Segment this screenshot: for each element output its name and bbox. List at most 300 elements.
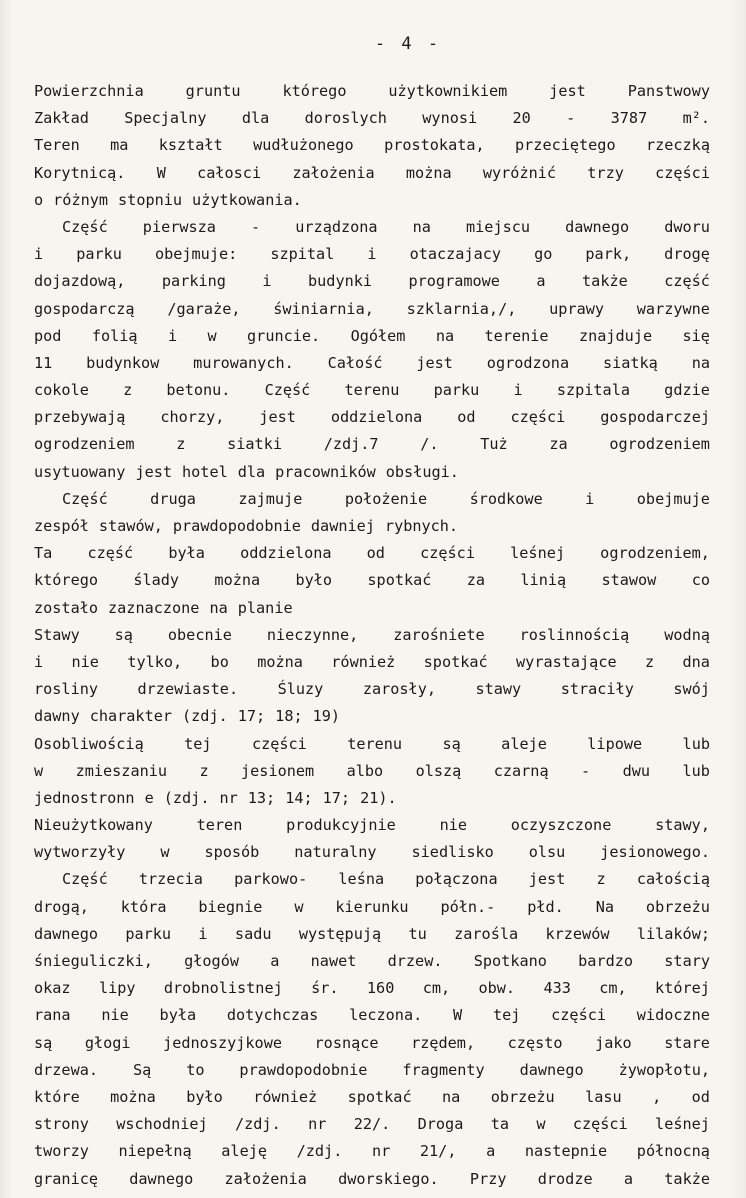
word: i	[367, 245, 377, 264]
word: wyróżnić	[482, 163, 557, 182]
word: była	[159, 1006, 197, 1025]
word: w	[34, 761, 44, 780]
word: terenie	[484, 326, 549, 345]
word: granicę	[34, 1169, 99, 1188]
word: które	[34, 1087, 80, 1106]
text-line	[34, 105, 710, 132]
text-line	[34, 78, 710, 105]
word: tu	[408, 924, 427, 943]
word: -	[566, 109, 576, 128]
word: wodną	[664, 625, 710, 644]
word: głogów	[184, 952, 239, 970]
word: 21).	[360, 788, 397, 807]
word: o	[34, 190, 44, 209]
word: dawniej	[310, 517, 375, 535]
word: 17;	[237, 707, 266, 726]
word: naturalny	[294, 843, 377, 862]
text-line	[34, 622, 710, 649]
word: którego	[34, 571, 99, 590]
word: dawnego	[129, 1169, 194, 1188]
word: fragmenty	[402, 1060, 485, 1079]
word: jako	[595, 1033, 632, 1052]
word: 17;	[322, 788, 351, 807]
word: dawny	[34, 707, 80, 726]
text-line	[34, 377, 710, 404]
word: pod	[34, 326, 62, 345]
word: gdzie	[664, 381, 710, 400]
word: 11	[34, 353, 53, 372]
word: cokole	[34, 381, 89, 400]
word: 14;	[285, 788, 313, 807]
word: ogrodzeniem	[609, 435, 710, 454]
word: a	[623, 1169, 634, 1188]
text-line	[34, 948, 710, 975]
word: nawet	[310, 952, 357, 970]
word: dworskiego.	[338, 1169, 439, 1188]
word: Część	[62, 217, 108, 236]
word: świniarnia,	[273, 299, 374, 318]
text-line	[34, 975, 710, 1002]
word: stawy	[475, 680, 522, 699]
word: charakter	[89, 707, 173, 726]
word: nie	[101, 1006, 129, 1025]
word: Całość	[327, 353, 383, 372]
word: stopniu	[118, 190, 183, 209]
word: również	[331, 652, 396, 671]
word: od	[457, 408, 476, 427]
word: znajduje	[578, 326, 653, 345]
word: /garaże,	[167, 299, 241, 318]
word: leśnej	[510, 544, 566, 563]
word: części	[510, 408, 566, 427]
word: pracowników	[275, 462, 376, 481]
word: Osobliwością	[34, 734, 144, 753]
word: rzędem,	[411, 1033, 476, 1052]
word: i	[262, 272, 272, 291]
text-line	[34, 1057, 710, 1084]
word: Korytnicą.	[34, 163, 126, 182]
text-line	[34, 703, 710, 730]
word: i	[34, 652, 44, 671]
word: Część	[62, 870, 108, 889]
word: leczona.	[349, 1006, 423, 1025]
word: Na	[595, 897, 615, 916]
word: obrzeżu	[645, 897, 710, 916]
word: lipowe	[587, 734, 643, 753]
word: jesionem	[241, 761, 315, 780]
word: z	[644, 652, 655, 671]
word: parku	[125, 924, 172, 943]
word: prawdopodobnie	[239, 1060, 368, 1079]
word: dla	[237, 462, 266, 481]
word: część	[87, 544, 134, 563]
word: czarną	[493, 761, 549, 780]
word: w	[536, 1115, 546, 1134]
word: widoczne	[636, 1006, 710, 1025]
word: stary	[664, 952, 710, 970]
word: Stawy	[34, 625, 80, 644]
word: leśnej	[655, 1115, 710, 1134]
word: aleje	[501, 734, 547, 753]
text-line	[34, 187, 710, 214]
word: i	[167, 326, 178, 345]
word: siatki	[227, 435, 282, 454]
text-line	[34, 459, 710, 486]
word: od	[691, 1087, 710, 1106]
word: Ogółem	[350, 326, 406, 345]
word: występują	[298, 924, 382, 943]
word: jest	[528, 870, 566, 889]
word: szpitala	[556, 381, 630, 400]
word: półn.-	[440, 897, 496, 916]
word: są	[34, 1033, 53, 1052]
word: z	[123, 381, 133, 400]
word: linią	[520, 571, 567, 590]
word: produkcyjnie	[286, 816, 396, 835]
word: jednostronn	[34, 788, 135, 807]
word: gospodarczą	[34, 299, 135, 318]
word: olszą	[415, 761, 462, 780]
word: tworzy	[34, 1142, 89, 1161]
word: Część	[62, 489, 108, 508]
word: w	[294, 897, 304, 916]
word: park,	[585, 245, 632, 264]
word: parkowo-	[234, 870, 308, 889]
word: obw.	[478, 979, 516, 998]
word: oczyszczone	[510, 816, 612, 835]
text-line	[34, 921, 710, 948]
word: można	[405, 163, 452, 182]
word: położenie	[344, 489, 428, 508]
word: części	[420, 544, 475, 563]
word: i	[34, 245, 44, 264]
word: wudłużonego	[253, 136, 354, 155]
word: jesionowego.	[600, 843, 710, 862]
word: Droga	[417, 1115, 464, 1134]
word: drzewa.	[34, 1060, 99, 1079]
word: z	[199, 761, 209, 780]
word: ogrodzeniem	[34, 435, 135, 454]
word: środkowe	[469, 489, 543, 508]
word: uprawy	[549, 299, 605, 318]
word: przebywają	[34, 408, 126, 427]
word: trzecia	[138, 870, 203, 889]
word: gospodarczej	[600, 408, 710, 427]
page-number: - 4 -	[374, 34, 442, 54]
word: także	[582, 272, 628, 291]
word: niepełną	[118, 1142, 192, 1161]
word: Tuż	[480, 435, 508, 454]
word: -	[251, 217, 261, 236]
word: użytkownikiem	[388, 82, 508, 100]
word: stawów,	[98, 517, 163, 535]
word: lub	[682, 761, 710, 780]
word: siedlisko	[411, 843, 494, 862]
word: obsługi.	[385, 462, 459, 481]
word: dawnego	[565, 217, 630, 236]
word: planie	[237, 598, 293, 617]
word: zajmuje	[238, 489, 303, 508]
text-line	[34, 296, 710, 323]
word: drzewiaste.	[137, 680, 239, 699]
word: było	[295, 571, 333, 590]
word: stawy,	[655, 816, 710, 835]
word: dawnego	[34, 924, 99, 943]
word: bo	[210, 652, 229, 671]
text-line	[34, 431, 710, 458]
word: Śluzy	[277, 680, 324, 699]
word: część	[664, 272, 710, 291]
word: Ta	[34, 544, 53, 563]
word: straciły	[560, 680, 634, 699]
word: okaz	[34, 979, 71, 998]
word: 21/,	[419, 1142, 457, 1161]
word: obecnie	[167, 625, 232, 644]
word: W	[156, 163, 166, 182]
word: na	[435, 326, 455, 345]
word: wynosi	[422, 109, 478, 128]
text-line	[34, 486, 710, 513]
word: części	[251, 734, 307, 753]
word: jest	[416, 353, 453, 372]
word: programowe	[408, 272, 500, 291]
word: nieczynne,	[266, 625, 359, 644]
word: nr	[371, 1142, 391, 1161]
word: tej	[492, 1006, 521, 1025]
word: albo	[346, 761, 384, 780]
word: 160	[366, 979, 395, 998]
word: Teren	[34, 136, 80, 155]
text-line	[34, 567, 710, 594]
word: w	[160, 843, 170, 862]
word: są	[114, 625, 133, 644]
word: lub	[682, 734, 710, 753]
word: założenia	[224, 1169, 307, 1188]
word: nr	[308, 1115, 327, 1134]
word: kształt	[158, 136, 223, 155]
word: urządzona	[295, 217, 378, 236]
word: W	[453, 1006, 463, 1025]
word: /zdj.	[296, 1142, 343, 1161]
word: z	[176, 435, 186, 454]
word: obejmuje	[636, 489, 710, 508]
word: bardzo	[578, 952, 634, 970]
word: kierunku	[335, 897, 409, 916]
word: zarośla	[454, 924, 519, 943]
text-line	[34, 1166, 710, 1193]
word: można	[257, 652, 303, 671]
word: leśna	[338, 870, 385, 889]
text-line	[34, 894, 710, 921]
word: ogrodzona	[486, 353, 570, 372]
word: lasu	[585, 1087, 622, 1106]
word: 22/.	[353, 1115, 391, 1134]
word: wschodniej	[116, 1115, 208, 1134]
word: różnym	[53, 190, 109, 209]
word: oddzielona	[330, 408, 423, 427]
word: dwu	[622, 761, 651, 780]
word: a	[486, 1142, 496, 1161]
word: cm,	[422, 979, 451, 998]
word: zaznaczone	[108, 598, 200, 617]
word: Spotkano	[473, 952, 547, 970]
word: zostało	[34, 598, 99, 617]
word: która	[120, 897, 167, 916]
word: budynki	[308, 272, 373, 291]
word: Zakład	[34, 109, 89, 128]
word: trzy	[587, 163, 624, 182]
word: śr.	[311, 979, 339, 998]
word: /.	[420, 435, 439, 454]
word: można	[214, 571, 261, 590]
word: obejmuje:	[154, 245, 238, 264]
word: Specjalny	[124, 109, 207, 128]
word: jest	[549, 82, 586, 100]
word: całością	[636, 870, 710, 889]
word: terenu	[347, 734, 403, 753]
word: drodze	[537, 1169, 593, 1188]
word: na	[442, 1087, 461, 1106]
word: także	[664, 1169, 710, 1188]
word: drogą,	[34, 897, 89, 916]
word: którego	[282, 82, 347, 100]
word: również	[253, 1087, 318, 1106]
word: ogrodzeniem,	[600, 544, 710, 563]
word: warzywne	[636, 299, 710, 318]
text-line	[34, 513, 710, 540]
word: nr	[219, 788, 238, 807]
word: się	[682, 326, 710, 345]
word: rzeczką	[645, 136, 710, 155]
text-line	[34, 540, 710, 567]
word: dna	[682, 652, 710, 671]
word: części	[551, 1006, 607, 1025]
word: gruntu	[185, 82, 241, 100]
word: dojazdową,	[34, 272, 126, 291]
word: rybnych.	[384, 517, 459, 535]
text-line	[34, 323, 710, 350]
word: dotychczas	[226, 1006, 319, 1025]
word: swój	[673, 680, 710, 699]
text-line	[34, 785, 710, 812]
word: zarośniete	[393, 625, 485, 644]
word: rosliny	[34, 680, 99, 699]
word: oddzielona	[240, 544, 332, 563]
word: e	[144, 788, 154, 807]
word: ślady	[133, 571, 180, 590]
word: ,	[652, 1087, 662, 1106]
text-line	[34, 595, 710, 622]
word: Powierzchnia	[34, 82, 144, 100]
word: rosnące	[314, 1033, 379, 1052]
word: prawdopodobnie	[172, 517, 301, 535]
word: za	[549, 435, 568, 454]
word: szpital	[270, 245, 335, 264]
word: parking	[161, 272, 226, 291]
word: części	[572, 1115, 628, 1134]
text-line	[34, 731, 710, 758]
word: jest	[259, 408, 296, 427]
word: zespół	[34, 517, 89, 535]
word: w	[207, 326, 217, 345]
text-line	[34, 132, 710, 159]
word: było	[186, 1087, 223, 1106]
word: spotkać	[367, 571, 432, 590]
text-line	[34, 160, 710, 187]
word: użytkowania.	[192, 190, 302, 209]
word: ma	[110, 136, 129, 155]
word: drobnolistnej	[163, 979, 283, 998]
word: cm,	[599, 979, 627, 998]
word: go	[534, 245, 553, 264]
word: tylko,	[127, 652, 183, 671]
word: na	[412, 217, 431, 236]
word: (zdj.	[163, 788, 210, 807]
word: sposób	[204, 843, 260, 862]
word: (zdj.	[182, 707, 228, 726]
word: można	[110, 1087, 156, 1106]
word: Są	[132, 1060, 152, 1079]
word: co	[691, 571, 710, 590]
word: zmieszaniu	[75, 761, 168, 780]
word: północną	[636, 1142, 710, 1161]
word: której	[655, 979, 710, 998]
word: to	[186, 1060, 205, 1079]
word: założenia	[292, 163, 375, 182]
word: roslinnością	[519, 625, 630, 644]
word: olsu	[528, 843, 566, 862]
word: dla	[241, 109, 270, 128]
word: 20	[512, 109, 531, 128]
word: lilaków;	[636, 924, 710, 943]
word: 13;	[247, 788, 276, 807]
word: spotkać	[423, 652, 488, 671]
word: jednoszyjkowe	[163, 1033, 282, 1052]
word: teren	[196, 816, 243, 835]
word: drogę	[664, 245, 710, 264]
text-line	[34, 241, 710, 268]
word: Przy	[469, 1169, 507, 1188]
text-line	[34, 649, 710, 676]
word: Panstwowy	[627, 82, 710, 100]
word: chorzy,	[160, 408, 225, 427]
word: 18;	[275, 707, 303, 726]
word: i	[585, 489, 595, 508]
word: stawow	[601, 571, 657, 590]
word: często	[507, 1033, 563, 1052]
word: śnieguliczki,	[34, 952, 153, 970]
word: parku	[433, 381, 480, 400]
word: nie	[439, 816, 468, 835]
text-line	[34, 1138, 710, 1165]
word: przeciętego	[515, 136, 616, 155]
text-line	[34, 758, 710, 785]
text-line	[34, 1111, 710, 1138]
word: wyrastające	[516, 652, 617, 671]
text-line	[34, 350, 710, 377]
word: /zdj.	[235, 1115, 281, 1134]
text-line	[34, 866, 710, 893]
word: murowanych.	[193, 353, 294, 372]
word: nie	[71, 652, 99, 671]
word: dawnego	[519, 1060, 584, 1079]
word: za	[466, 571, 486, 590]
word: jest	[135, 462, 173, 481]
word: biegnie	[198, 897, 263, 916]
word: spotkać	[347, 1087, 412, 1106]
word: strony	[34, 1115, 89, 1134]
word: obrzeżu	[490, 1087, 555, 1106]
